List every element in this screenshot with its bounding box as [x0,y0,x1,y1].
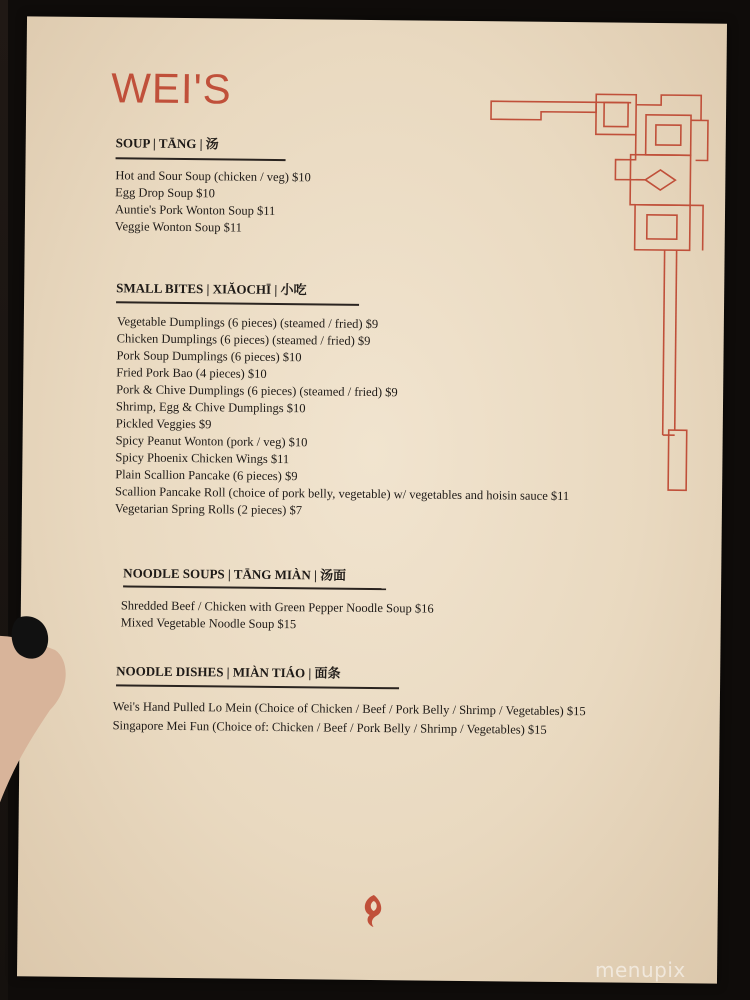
menu-item: Scallion Pancake Roll (choice of pork belly, vegetable) w/ vegetables and hoisin sauce $11 [115,484,570,504]
menu-item: Wei's Hand Pulled Lo Mein (Choice of Chicken / Beef / Pork Belly / Shrimp / Vegetables) $15 [112,699,586,719]
section-divider [116,684,399,688]
koi-fish-emblem-icon [358,893,390,929]
menu-item: Singapore Mei Fun (Choice of: Chicken / Beef / Pork Belly / Shrimp / Vegetables) $15 [112,718,547,737]
menu-item: Auntie's Pork Wonton Soup $11 [114,202,276,218]
small-bites-item-list [115,313,571,522]
watermark-text: menupix [595,958,686,982]
section-heading-small-bites: SMALL BITES | XIĂOCHĪ | 小吃 [116,280,307,298]
menu-item: Plain Scallion Pancake (6 pieces) $9 [115,467,298,484]
noodle-soups-item-list [121,597,434,634]
restaurant-logo: WEI'S [111,64,232,113]
menu-item: Pickled Veggies $9 [115,416,212,432]
section-divider [116,301,359,305]
menu-item: Shrimp, Egg & Chive Dumplings $10 [115,399,306,416]
menu-item: Veggie Wonton Soup $11 [114,219,243,235]
menu-page [17,16,727,983]
menu-item: Shredded Beef / Chicken with Green Pepper Noodle Soup $16 [120,598,434,616]
menu-item: Chicken Dumplings (6 pieces) (steamed / fried) $9 [116,331,371,348]
menu-item: Egg Drop Soup $10 [115,185,215,201]
section-divider [116,157,286,160]
section-heading-soup: SOUP | TĀNG | 汤 [115,135,219,152]
noodle-dishes-item-list [113,697,586,740]
menu-item: Fried Pork Bao (4 pieces) $10 [116,365,267,381]
menu-item: Spicy Phoenix Chicken Wings $11 [115,450,290,467]
menu-item: Vegetable Dumplings (6 pieces) (steamed / fried) $9 [116,314,379,332]
soup-item-list [115,167,311,237]
menu-item: Mixed Vegetable Noodle Soup $15 [120,615,297,632]
section-divider [123,585,386,589]
menu-item: Vegetarian Spring Rolls (2 pieces) $7 [114,501,303,518]
hand-holding-menu [0,600,80,830]
menu-item: Spicy Peanut Wonton (pork / veg) $10 [115,433,308,450]
section-heading-noodle-soups: NOODLE SOUPS | TĀNG MIÀN | 汤面 [123,565,347,583]
menu-item: Pork Soup Dumplings (6 pieces) $10 [116,348,302,365]
section-heading-noodle-dishes: NOODLE DISHES | MIÀN TIÁO | 面条 [116,663,341,681]
menu-item: Pork & Chive Dumplings (6 pieces) (steamed / fried) $9 [116,382,398,400]
menu-item: Hot and Sour Soup (chicken / veg) $10 [115,168,311,185]
